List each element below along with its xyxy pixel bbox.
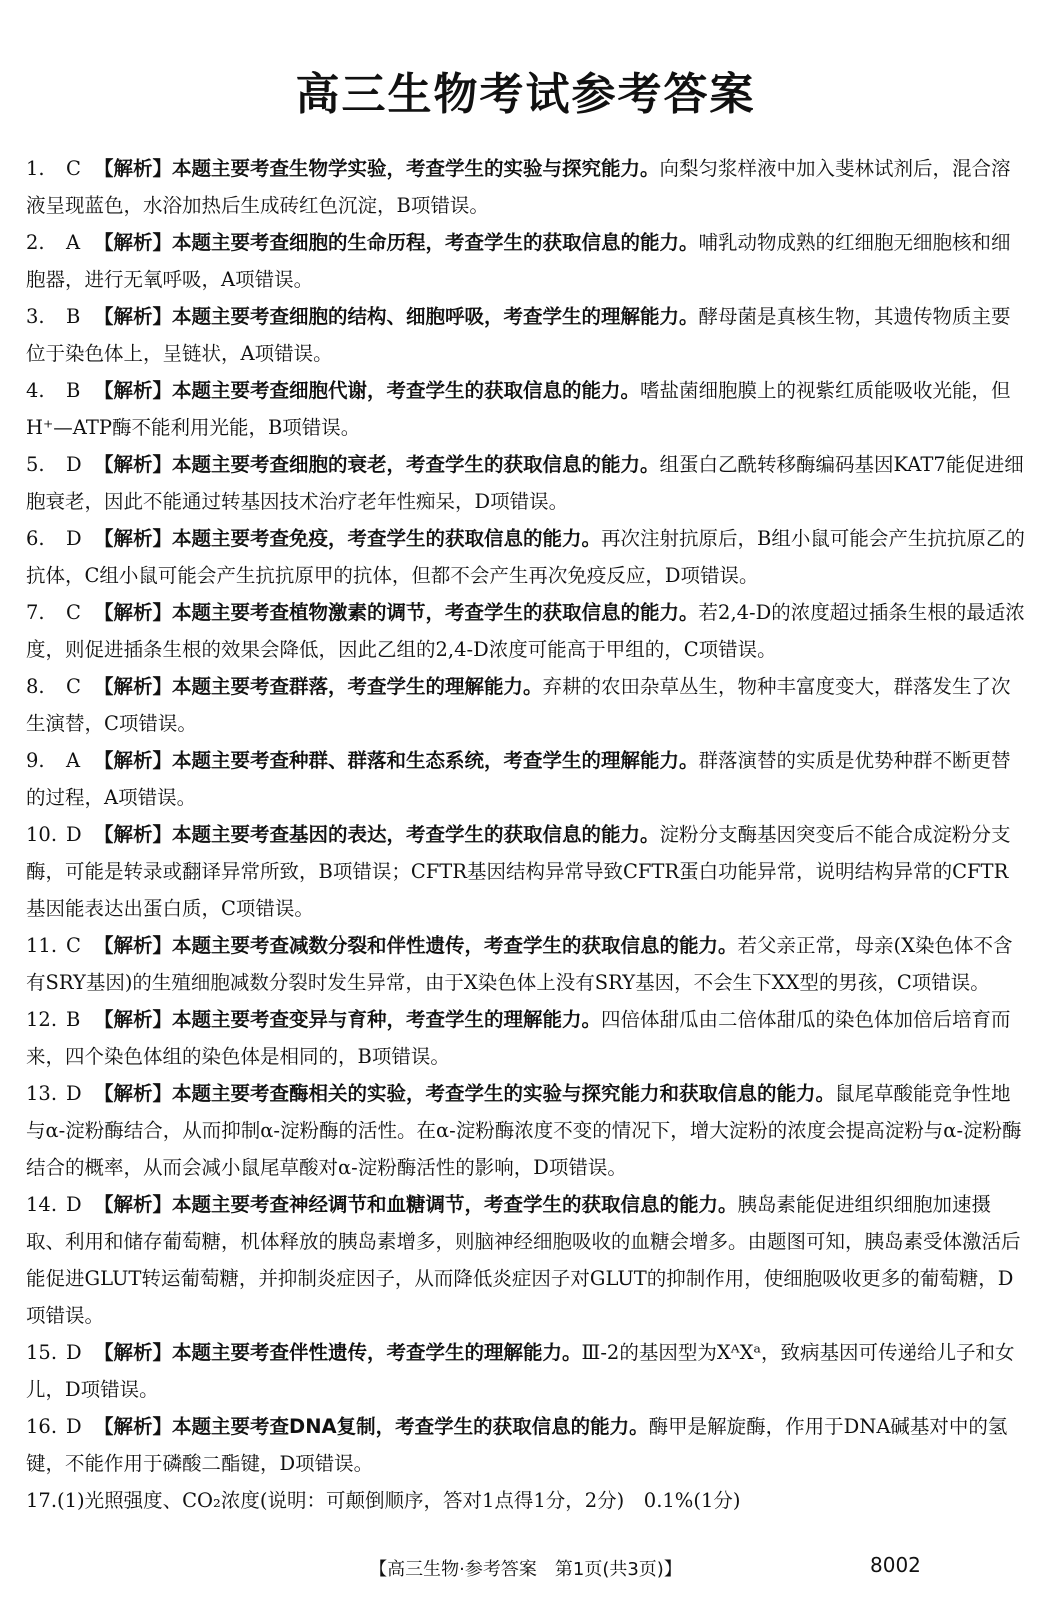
item-number: 10. (26, 823, 58, 846)
analysis-tag: 【解析】 (94, 934, 173, 957)
analysis-tag: 【解析】 (94, 1193, 173, 1216)
item-text: 淀粉分支酶基因突变后不能合成淀粉分支酶，可能是转录或翻译异常所致，B项错误；CFTR基因结构异常导致CFTR蛋白功能异常，说明结构异常的CFTR基因能表达出蛋白质，C项错误。 (26, 823, 1011, 920)
item-number: 15. (26, 1341, 58, 1364)
item-text: 酶甲是解旋酶，作用于DNA碱基对中的氢键，不能作用于磷酸二酯键，D项错误。 (26, 1415, 1008, 1475)
answer-item (26, 224, 1026, 298)
analysis-tag: 【解析】 (94, 305, 173, 328)
item-text: 向梨匀浆样液中加入斐林试剂后，混合溶液呈现蓝色，水浴加热后生成砖红色沉淀，B项错误。 (26, 157, 1011, 217)
item-text: Ⅲ-2的基因型为XᴬXᵃ，致病基因可传递给儿子和女儿，D项错误。 (26, 1341, 1015, 1401)
item-answer: D (66, 823, 82, 846)
answer-item (26, 372, 1026, 446)
item-answer: C (66, 157, 81, 180)
analysis-tag: 【解析】 (94, 1082, 173, 1105)
item-text: 鼠尾草酸能竞争性地与α-淀粉酶结合，从而抑制α-淀粉酶的活性。在α-淀粉酶浓度不变的情况下，增大淀粉的浓度会提高淀粉与α-淀粉酶结合的概率，从而会减小鼠尾草酸对α-淀粉酶活性的影响，D项错误。 (26, 1082, 1022, 1179)
item-answer: D (66, 1193, 82, 1216)
item-lead: 本题主要考查神经调节和血糖调节，考查学生的获取信息的能力。 (172, 1193, 738, 1216)
item-answer: B (66, 1008, 81, 1031)
analysis-tag: 【解析】 (94, 675, 173, 698)
footer-code: 8002 (870, 1553, 921, 1577)
item-text: 四倍体甜瓜由二倍体甜瓜的染色体加倍后培育而来，四个染色体组的染色体是相同的，B项错误。 (26, 1008, 1011, 1068)
item-text: 嗜盐菌细胞膜上的视紫红质能吸收光能，但H⁺—ATP酶不能利用光能，B项错误。 (26, 379, 1011, 439)
analysis-tag: 【解析】 (94, 157, 173, 180)
item-text: 若父亲正常，母亲(X染色体不含有SRY基因)的生殖细胞减数分裂时发生异常，由于X染色体上没有SRY基因，不会生下XX型的男孩，C项错误。 (26, 934, 1013, 994)
analysis-tag: 【解析】 (94, 379, 173, 402)
item-answer: D (66, 527, 82, 550)
item-text: 再次注射抗原后，B组小鼠可能会产生抗抗原乙的抗体，C组小鼠可能会产生抗抗原甲的抗体，但都不会产生再次免疫反应，D项错误。 (26, 527, 1025, 587)
item-number: 1. (26, 157, 45, 180)
answer-item (26, 927, 1026, 1001)
item-number: 12. (26, 1008, 58, 1031)
item-answer: D (66, 1415, 82, 1438)
analysis-tag: 【解析】 (94, 1341, 173, 1364)
answer-item (26, 1408, 1026, 1482)
item-number: 11. (26, 934, 58, 957)
analysis-tag: 【解析】 (94, 601, 173, 624)
item-lead: 本题主要考查细胞的结构、细胞呼吸，考查学生的理解能力。 (172, 305, 699, 328)
item-number: 5. (26, 453, 45, 476)
item-lead: 本题主要考查植物激素的调节，考查学生的获取信息的能力。 (172, 601, 699, 624)
item-text: 弃耕的农田杂草丛生，物种丰富度变大，群落发生了次生演替，C项错误。 (26, 675, 1011, 735)
item-text: 酵母菌是真核生物，其遗传物质主要位于染色体上，呈链状，A项错误。 (26, 305, 1011, 365)
item-lead: 本题主要考查免疫，考查学生的获取信息的能力。 (172, 527, 602, 550)
answer-list (26, 150, 1026, 1519)
item-number: 9. (26, 749, 45, 772)
item-number: 16. (26, 1415, 58, 1438)
answer-item (26, 668, 1026, 742)
analysis-tag: 【解析】 (94, 1008, 173, 1031)
item-answer: B (66, 305, 81, 328)
answer-item-17: 17.(1)光照强度、CO₂浓度(说明：可颠倒顺序，答对1点得1分，2分) 0.1%(1分) (26, 1489, 741, 1512)
analysis-tag: 【解析】 (94, 1415, 173, 1438)
item-lead: 本题主要考查伴性遗传，考查学生的理解能力。 (172, 1341, 582, 1364)
item-answer: A (66, 231, 81, 254)
item-lead: 本题主要考查变异与育种，考查学生的理解能力。 (172, 1008, 602, 1031)
item-number: 6. (26, 527, 45, 550)
item-lead: 本题主要考查种群、群落和生态系统，考查学生的理解能力。 (172, 749, 699, 772)
answer-item (26, 594, 1026, 668)
item-answer: C (66, 601, 81, 624)
item-lead: 本题主要考查细胞的生命历程，考查学生的获取信息的能力。 (172, 231, 699, 254)
page-footer: 【高三生物·参考答案 第1页(共3页)】 (369, 1559, 682, 1580)
item-lead: 本题主要考查细胞代谢，考查学生的获取信息的能力。 (172, 379, 641, 402)
answer-item (26, 1334, 1026, 1408)
analysis-tag: 【解析】 (94, 231, 173, 254)
item-answer: B (66, 379, 81, 402)
item-answer: D (66, 1082, 82, 1105)
item-number: 8. (26, 675, 45, 698)
item-text: 若2,4-D的浓度超过插条生根的最适浓度，则促进插条生根的效果会降低，因此乙组的2,4-D浓度可能高于甲组的，C项错误。 (26, 601, 1025, 661)
item-lead: 本题主要考查酶相关的实验，考查学生的实验与探究能力和获取信息的能力。 (172, 1082, 836, 1105)
item-text: 群落演替的实质是优势种群不断更替的过程，A项错误。 (26, 749, 1011, 809)
item-text: 胰岛素能促进组织细胞加速摄取、利用和储存葡萄糖，机体释放的胰岛素增多，则脑神经细胞吸收的血糖会增多。由题图可知，胰岛素受体激活后能促进GLUT转运葡萄糖，并抑制炎症因子，从而降低炎症因子对GLUT的抑制作用，使细胞吸收更多的葡萄糖，D项错误。 (26, 1193, 1021, 1327)
answer-item (26, 1186, 1026, 1334)
item-answer: C (66, 934, 81, 957)
item-answer: D (66, 453, 82, 476)
analysis-tag: 【解析】 (94, 749, 173, 772)
item-lead: 本题主要考查减数分裂和伴性遗传，考查学生的获取信息的能力。 (172, 934, 738, 957)
item-answer: C (66, 675, 81, 698)
item-text: 哺乳动物成熟的红细胞无细胞核和细胞器，进行无氧呼吸，A项错误。 (26, 231, 1011, 291)
analysis-tag: 【解析】 (94, 453, 173, 476)
item-lead: 本题主要考查群落，考查学生的理解能力。 (172, 675, 543, 698)
answer-item (26, 150, 1026, 224)
analysis-tag: 【解析】 (94, 823, 173, 846)
answer-item (26, 446, 1026, 520)
item-lead: 本题主要考查生物学实验，考查学生的实验与探究能力。 (172, 157, 660, 180)
answer-item (26, 520, 1026, 594)
answer-item (26, 742, 1026, 816)
item-number: 7. (26, 601, 45, 624)
item-number: 3. (26, 305, 45, 328)
item-answer: A (66, 749, 81, 772)
answer-item (26, 1075, 1026, 1186)
page-title: 高三生物考试参考答案 (295, 69, 756, 120)
answer-item (26, 298, 1026, 372)
item-answer: D (66, 1341, 82, 1364)
item-text: 组蛋白乙酰转移酶编码基因KAT7能促进细胞衰老，因此不能通过转基因技术治疗老年性痴呆，D项错误。 (26, 453, 1024, 513)
analysis-tag: 【解析】 (94, 527, 173, 550)
item-lead: 本题主要考查细胞的衰老，考查学生的获取信息的能力。 (172, 453, 660, 476)
answer-item (26, 816, 1026, 927)
item-lead: 本题主要考查基因的表达，考查学生的获取信息的能力。 (172, 823, 660, 846)
item-lead: 本题主要考查DNA复制，考查学生的获取信息的能力。 (172, 1415, 649, 1438)
item-number: 2. (26, 231, 45, 254)
answer-item (26, 1001, 1026, 1075)
item-number: 13. (26, 1082, 58, 1105)
item-number: 14. (26, 1193, 58, 1216)
item-number: 4. (26, 379, 45, 402)
